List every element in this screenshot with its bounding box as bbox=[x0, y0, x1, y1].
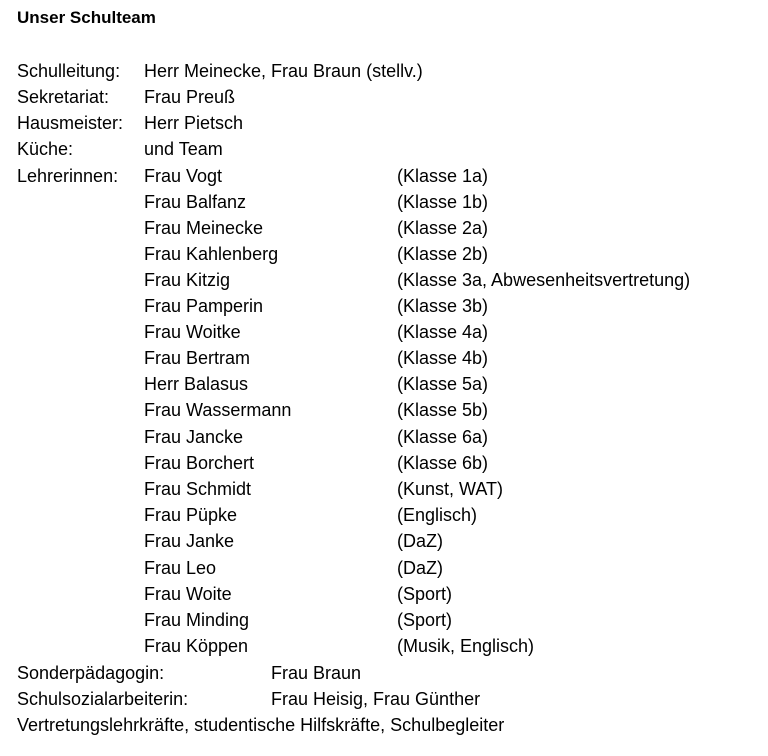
teacher-class: (Klasse 1a) bbox=[397, 166, 489, 186]
teacher-name: Frau Janke bbox=[144, 531, 235, 551]
additional-staff-line: Vertretungslehrkräfte, studentische Hilfskräfte, Schulbegleiter bbox=[17, 715, 505, 735]
teacher-class: (Klasse 4a) bbox=[397, 322, 489, 342]
teacher-subject: (Musik, Englisch) bbox=[397, 636, 535, 656]
teacher-name: Frau Schmidt bbox=[144, 479, 252, 499]
teacher-name: Frau Leo bbox=[144, 558, 217, 578]
special-education-label: Sonderpädagogin: bbox=[17, 663, 165, 683]
teacher-subject: (Englisch) bbox=[397, 505, 478, 525]
teacher-name: Frau Köppen bbox=[144, 636, 249, 656]
teacher-subject: (Kunst, WAT) bbox=[397, 479, 504, 499]
kitchen-label: Küche: bbox=[17, 139, 74, 159]
social-work-value: Frau Heisig, Frau Günther bbox=[271, 689, 481, 709]
teacher-name: Frau Bertram bbox=[144, 348, 251, 368]
teacher-class: (Klasse 1b) bbox=[397, 192, 489, 212]
teacher-name: Frau Kitzig bbox=[144, 270, 231, 290]
teacher-class: (Klasse 5a) bbox=[397, 374, 489, 394]
teacher-subject: (Sport) bbox=[397, 610, 453, 630]
leadership-value: Herr Meinecke, Frau Braun (stellv.) bbox=[144, 61, 423, 81]
teacher-class: (Klasse 2a) bbox=[397, 218, 489, 238]
teacher-class: (Klasse 2b) bbox=[397, 244, 489, 264]
leadership-label: Schulleitung: bbox=[17, 61, 121, 81]
teacher-subject: (DaZ) bbox=[397, 531, 443, 551]
teacher-name: Herr Balasus bbox=[144, 374, 249, 394]
teacher-name: Frau Kahlenberg bbox=[144, 244, 279, 264]
teacher-name: Frau Pamperin bbox=[144, 296, 264, 316]
teacher-class: (Klasse 3b) bbox=[397, 296, 489, 316]
teacher-name: Frau Jancke bbox=[144, 427, 244, 447]
caretaker-label: Hausmeister: bbox=[17, 113, 124, 133]
secretariat-value: Frau Preuß bbox=[144, 87, 236, 107]
kitchen-value: und Team bbox=[144, 139, 223, 159]
teacher-name: Frau Minding bbox=[144, 610, 250, 630]
teacher-name: Frau Borchert bbox=[144, 453, 255, 473]
special-education-value: Frau Braun bbox=[271, 663, 362, 683]
caretaker-value: Herr Pietsch bbox=[144, 113, 244, 133]
teacher-name: Frau Woitke bbox=[144, 322, 241, 342]
teacher-subject: (DaZ) bbox=[397, 558, 443, 578]
secretariat-label: Sekretariat: bbox=[17, 87, 110, 107]
teacher-class: (Klasse 4b) bbox=[397, 348, 489, 368]
teacher-name: Frau Meinecke bbox=[144, 218, 264, 238]
teacher-class: (Klasse 5b) bbox=[397, 400, 489, 420]
teacher-class: (Klasse 3a, Abwesenheitsvertretung) bbox=[397, 270, 691, 290]
teacher-name: Frau Püpke bbox=[144, 505, 238, 525]
social-work-label: Schulsozialarbeiterin: bbox=[17, 689, 189, 709]
teacher-class: (Klasse 6a) bbox=[397, 427, 489, 447]
page-title: Unser Schulteam bbox=[17, 8, 156, 27]
teachers-label: Lehrerinnen: bbox=[17, 166, 119, 186]
teacher-class: (Klasse 6b) bbox=[397, 453, 489, 473]
teacher-subject: (Sport) bbox=[397, 584, 453, 604]
teacher-name: Frau Balfanz bbox=[144, 192, 247, 212]
teacher-name: Frau Woite bbox=[144, 584, 232, 604]
teacher-name: Frau Wassermann bbox=[144, 400, 292, 420]
teacher-name: Frau Vogt bbox=[144, 166, 223, 186]
